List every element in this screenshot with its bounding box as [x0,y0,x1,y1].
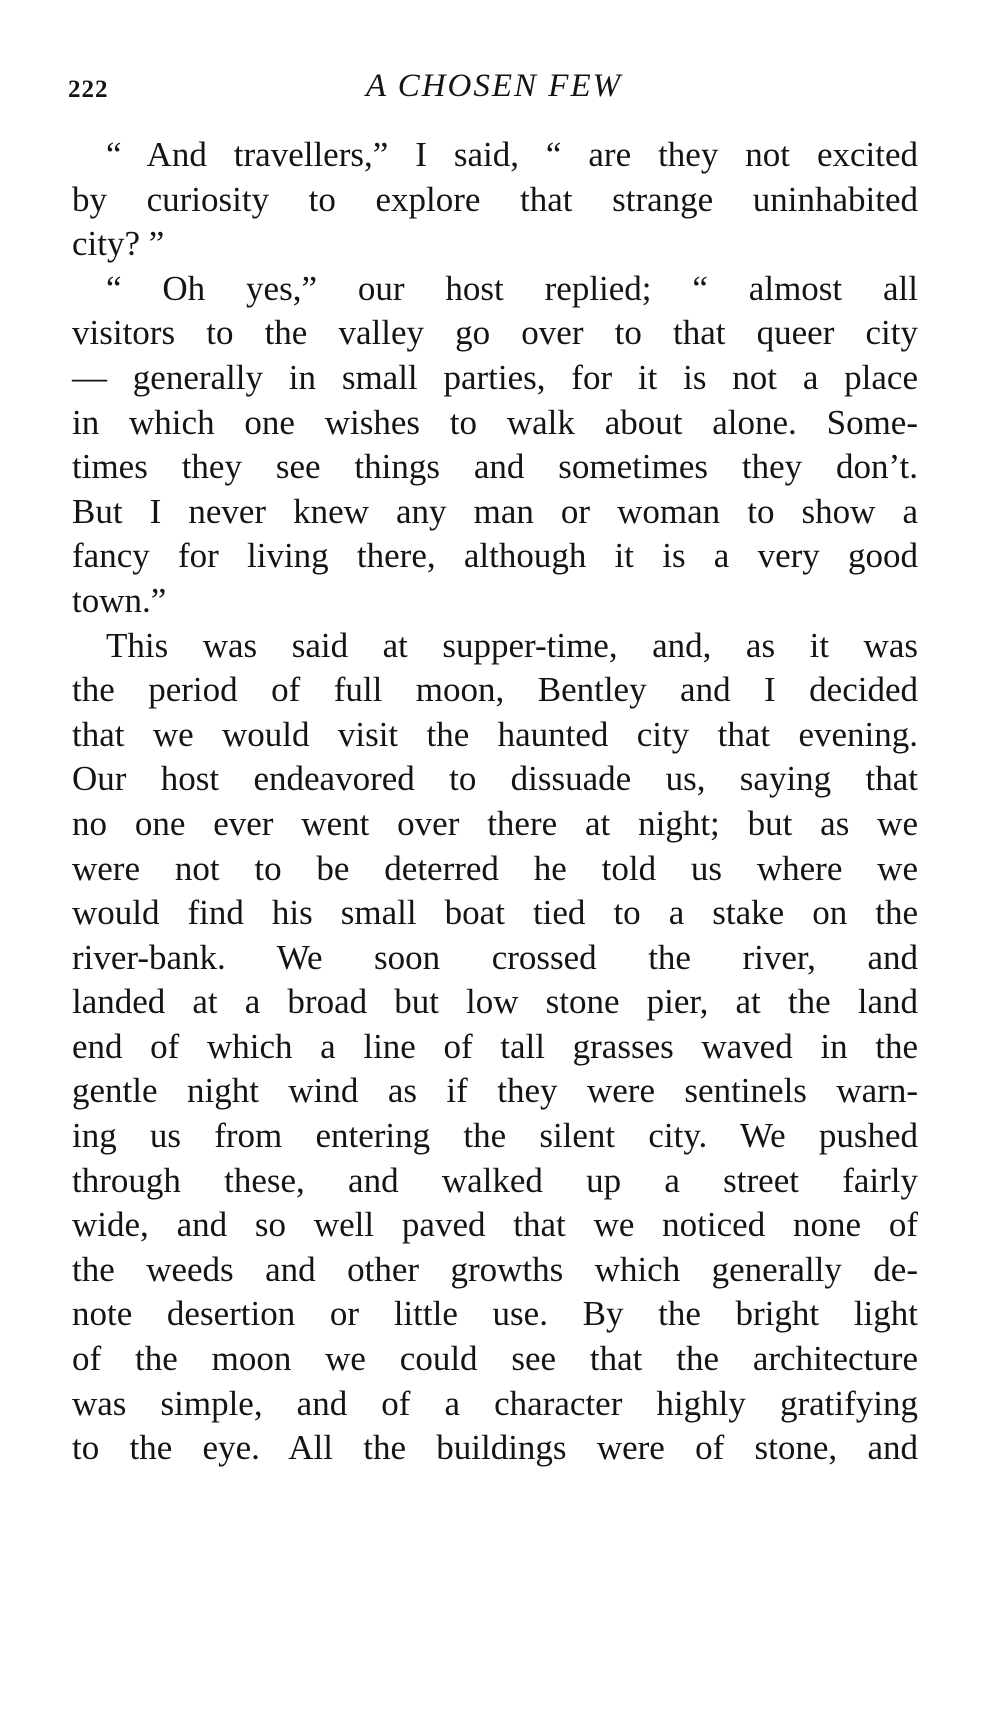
text-line: to the eye. All the buildings were of stone, and [72,1428,918,1468]
text-line: This was said at supper-time, and, as it was [106,625,918,665]
text-line: that we would visit the haunted city that evening. [72,714,918,754]
text-line: was simple, and of a character highly gratifying [72,1383,918,1423]
running-title: A CHOSEN FEW [365,68,623,104]
text-line: — generally in small parties, for it is not a place [72,357,918,397]
body-text [72,133,918,1471]
text-line: But I never knew any man or woman to show a [72,491,918,531]
text-line: were not to be deterred he told us where we [72,848,918,888]
text-line: the period of full moon, Bentley and I decided [72,670,918,710]
text-line: no one ever went over there at night; but as we [72,803,918,843]
text-line: ing us from entering the silent city. We pushed [72,1116,918,1156]
text-line: in which one wishes to walk about alone. Some- [72,402,918,442]
text-line: note desertion or little use. By the bright light [72,1294,918,1334]
text-line: landed at a broad but low stone pier, at the land [72,982,918,1022]
text-line: city? ” [72,224,165,264]
text-line: town.” [72,580,167,620]
text-line: would find his small boat tied to a stake on the [72,893,918,933]
text-line: river-bank. We soon crossed the river, and [72,937,918,977]
text-line: “ And travellers,” I said, “ are they not excited [106,135,918,174]
text-line: times they see things and sometimes they don’t. [72,447,918,487]
text-line: of the moon we could see that the architecture [72,1339,918,1379]
text-line: wide, and so well paved that we noticed none of [72,1205,918,1245]
page-number: 222 [68,76,109,103]
running-head [68,68,920,108]
text-line: by curiosity to explore that strange uninhabited [72,179,918,219]
text-line: “ Oh yes,” our host replied; “ almost all [106,268,918,308]
text-line: gentle night wind as if they were sentinels warn- [72,1071,918,1111]
text-line: fancy for living there, although it is a very good [72,536,918,576]
text-line: through these, and walked up a street fairly [72,1160,918,1200]
text-line: the weeds and other growths which generally de- [72,1249,918,1289]
text-line: end of which a line of tall grasses waved in the [72,1026,918,1066]
text-line: Our host endeavored to dissuade us, saying that [72,759,918,799]
text-line: visitors to the valley go over to that queer city [72,313,918,353]
